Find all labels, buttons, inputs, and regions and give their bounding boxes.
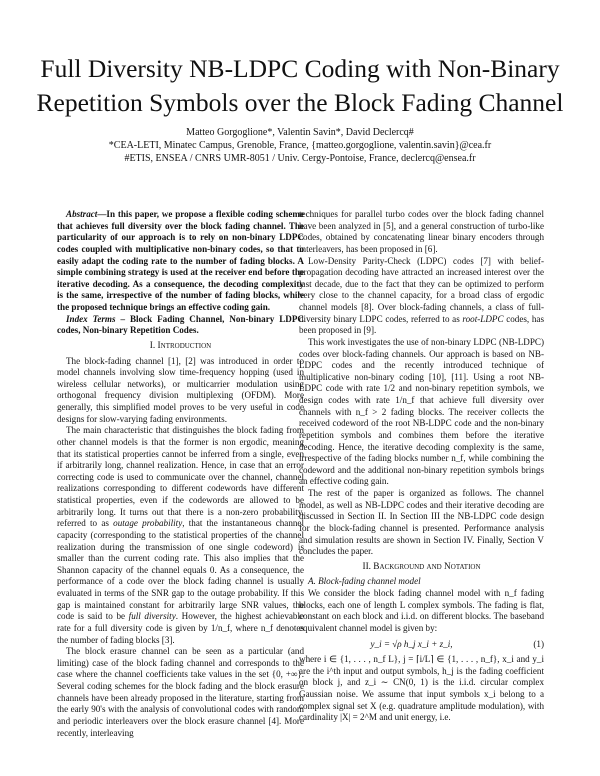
abstract-label: Abstract: [66, 209, 98, 219]
intro-paragraph-3: The block erasure channel can be seen as a particular (and limiting) case of the block fading channel and corresponds to the case where the channel coefficients take values in the set {0, +∞}. Several coding schemes for the block fading and the block erasure channels have been already proposed in the literature, starting from the early 90's with the analysis of convolutional codes with random and periodic interleavers over the block erasure channel [4]. More recently, interleaving: [57, 646, 304, 738]
intro-p2-part-c: . However, the highest achievable rate for a full diversity code is given by 1/n_f, where n_f denotes the number of fading blocks [3].: [57, 611, 305, 645]
equation-1-body: y_i = √ρ h_j x_i + z_i,: [370, 638, 453, 649]
intro-paragraph-5: [299, 256, 544, 337]
equation-1: [299, 639, 544, 651]
background-paragraph-1: We consider the block fading channel model with n_f fading blocks, each one of length L complex symbols. The fading is flat, constant on each block and i.i.d. on different blocks. The baseband equivalent channel model is given by:: [299, 588, 544, 633]
intro-paragraph-4: techniques for parallel turbo codes over the block fading channel have been analyzed in [5], and a general construction of turbo-like codes, obtained by concatenating linear binary encoders through interleavers, has been proposed in [6].: [299, 209, 544, 254]
abstract: [57, 209, 304, 314]
section-heading-background: II. Background and Notation: [362, 561, 481, 572]
intro-paragraph-1: The block-fading channel [1], [2] was introduced in order to model channels involving slow time-frequency hopping (used in wireless cellular networks), or multicarrier modulation using orthogonal frequency division multiplexing (OFDM). More generally, this simplified model proves to be very useful in code designs for slow-varying fading environments.: [57, 355, 304, 424]
title-line-1: Full Diversity NB-LDPC Coding with Non-Binary: [40, 54, 560, 83]
intro-p2-part-b: , that the instantaneous channel capacity (corresponding to the statistical properties of the channel realization during the transmission of one single codeword) is smaller than the current coding rate. This also implies that the Shannon capacity of the channel equals 0. As a consequence, the performance of a code over the block fading channel is usually evaluated in terms of the SNR gap to the outage probability. If this gap is maintained constant for arbitrarily large SNR values, the code is said to be: [57, 518, 304, 622]
background-paragraph-2: where i ∈ {1, . . . , n_f L}, j = ⌈i/L⌉ ∈ {1, . . . , n_f}, x_i and y_i are the i^th input and output symbols, h_j is the fading coefficient on block j, and z_i ∼ CN(0, 1) is the i.i.d. circular complex Gaussian noise. We assume that input symbols x_i belong to a complex signal set X (e.g. quadrature amplitude modulation), with cardinality |X| = 2^M and unit energy, i.e.: [299, 654, 544, 723]
intro-p2-emph-full-diversity: full diversity: [128, 611, 176, 622]
abstract-text: —In this paper, we propose a flexible coding scheme that achieves full diversity over the block fading channel. The particularity of our approach is to rely on non-binary LDPC codes coupled with multiplicative non-binary codes, so that to easily adapt the coding rate to the number of fading blocks. A simple combining strategy is used at the receiver end before the iterative decoding. As a consequence, the decoding complexity is the same, irrespective of the number of fading blocks, while the proposed technique brings an effective coding gain.: [57, 209, 304, 312]
right-column: [299, 209, 544, 724]
equation-1-number: (1): [533, 638, 544, 649]
intro-p5-emph-root-ldpc: root-LDPC: [462, 313, 504, 324]
index-terms-text: – Block Fading Channel, Non-binary LDPC codes, Non-binary Repetition Codes.: [57, 313, 304, 336]
author-names: Matteo Gorgoglione*, Valentin Savin*, David Declercq#: [186, 127, 414, 138]
intro-paragraph-2: [57, 425, 304, 646]
index-terms-label: Index Terms: [66, 313, 116, 324]
title-line-2: Repetition Symbols over the Block Fading Channel: [36, 88, 564, 117]
subsection-heading-channel-model: A. Block-fading channel model: [308, 576, 421, 587]
paper-title: [20, 52, 580, 120]
intro-p2-part-a: The main characteristic that distinguishes the block fading from other channel models is that the former is non ergodic, meaning that its statistical properties cannot be inferred from a single, even if arbitrarily long, channel realization. Hence, in case that an error correcting code is used to communicate over the channel, channel realizations corresponding to different codewords have different statistical properties, even if the codewords are allowed to be arbitrarily long. It turns out that there is a non-zero probability, referred to as: [57, 425, 304, 529]
intro-paragraph-7: The rest of the paper is organized as follows. The channel model, as well as NB-LDPC codes and their iterative decoding are discussed in Section II. In Section III the NB-LDPC code design for the block-fading channel is presented. Performance analysis and simulation results are shown in Section IV. Finally, Section V concludes the paper.: [299, 488, 544, 557]
intro-p5-part-b: codes, has been proposed in [9].: [299, 313, 544, 336]
intro-paragraph-6: This work investigates the use of non-binary LDPC (NB-LDPC) codes over block-fading channels. Our approach is based on NB-LDPC codes and the recently introduced technique of multiplicative non-binary coding [10], [11]. Using a root NB-LDPC code with rate 1/2 and non-binary repetition symbols, we design codes with rate 1/n_f that achieve full diversity over channels with n_f > 2 fading blocks. The receiver collects the received codeword of the root NB-LDPC code and the non-binary repetition symbols and combines them before the iterative decoding. Hence, the iterative decoding complexity is the same, irrespective of the fading blocks number n_f, while combining the codeword and the additional non-binary repetition symbols brings an effective coding gain.: [299, 336, 544, 487]
left-column: [57, 209, 304, 739]
index-terms: [57, 314, 304, 337]
author-block: [20, 126, 580, 165]
affiliation-2: #ETIS, ENSEA / CNRS UMR-8051 / Univ. Cergy-Pontoise, France, declercq@ensea.fr: [124, 153, 476, 164]
intro-p2-emph-outage: outage probability: [113, 518, 183, 529]
intro-p5-part-a: Low-Density Parity-Check (LDPC) codes [7] with belief-propagation decoding have attracted an increased interest over the last decade, due to the fact that they can be optimized to perform very close to the channel capacity, for a broad class of ergodic channel models [8]. Over block-fading channels, a class of full-diversity binary LDPC codes, referred to as: [299, 255, 544, 324]
affiliation-1: *CEA-LETI, Minatec Campus, Grenoble, France, {matteo.gorgoglione, valentin.savin}@cea.fr: [108, 140, 492, 151]
section-heading-introduction: I. Introduction: [149, 340, 212, 351]
